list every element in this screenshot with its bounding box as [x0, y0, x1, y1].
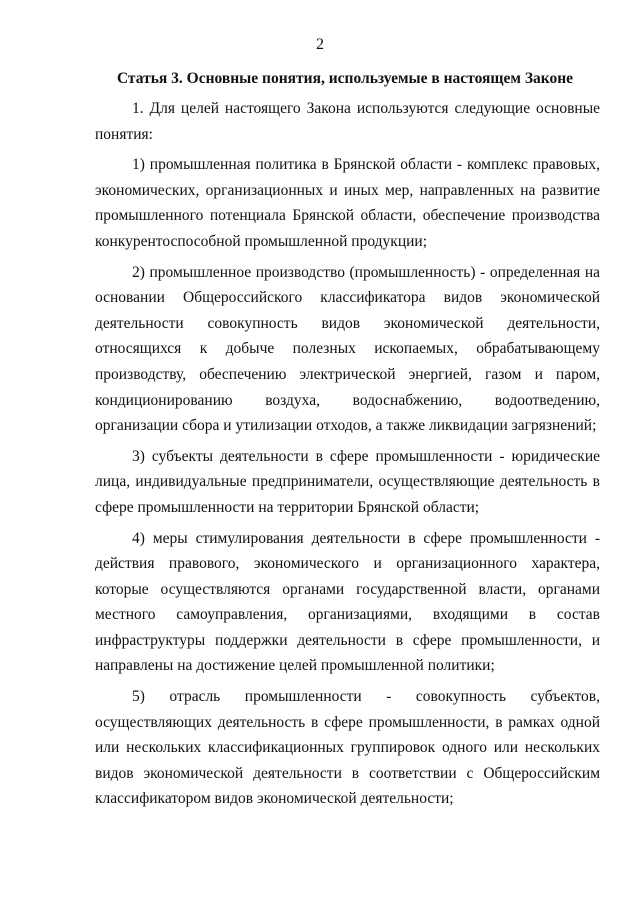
paragraph-definition-5: 5) отрасль промышленности - совокупность субъектов, осуществляющих деятельность в сфере промышленности, в рамках одной или нескольких классификационных группировок одного или нескольких видов экономической деятельности в соответствии с Общероссийским классификатором видов экономической деятельности;: [95, 688, 600, 808]
article-heading: Статья 3. Основные понятия, используемые в настоящем Законе: [116, 70, 574, 87]
paragraph-definition-3: 3) субъекты деятельности в сфере промышленности - юридические лица, индивидуальные предприниматели, осуществляющие деятельность в сфере промышленности на территории Брянской области;: [95, 447, 600, 516]
paragraph-definition-4: 4) меры стимулирования деятельности в сфере промышленности - действия правового, экономического и организационного характера, которые осуществляются органами государственной власти, органами местного самоуправления, организациями, входящими в состав инфраструктуры поддержки деятельности в сфере промышленности, и направлены на достижение целей промышленной политики;: [95, 529, 600, 675]
paragraph-definition-1: 1) промышленная политика в Брянской области - комплекс правовых, экономических, организационных и иных мер, направленных на развитие промышленного потенциала Брянской области, обеспечение производства конкурентоспособной промышленной продукции;: [95, 156, 600, 250]
paragraph-intro: 1. Для целей настоящего Закона используются следующие основные понятия:: [95, 100, 600, 143]
paragraph-definition-2: 2) промышленное производство (промышленность) - определенная на основании Общероссийского классификатора видов экономической деятельности совокупность видов экономической деятельности, относящихся к добыче полезных ископаемых, обрабатывающему производству, обеспечению электрической энергией, газом и паром, кондиционированию воздуха, водоснабжению, водоотведению, организации сбора и утилизации отходов, а также ликвидации загрязнений;: [95, 263, 600, 435]
article-body: [95, 96, 600, 817]
page-number: 2: [316, 36, 324, 53]
